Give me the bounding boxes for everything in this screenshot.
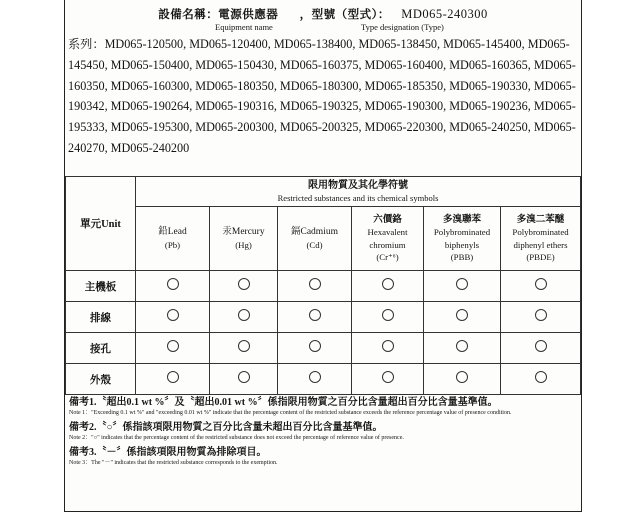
col-pbde-name-en: Polybrominated diphenyl ethers: [512, 227, 569, 250]
not-exceeding-mark-icon: [456, 309, 468, 321]
header-line: [65, 6, 581, 22]
note-1-zh: 備考1.〝超出0.1 wt %〞及〝超出0.01 wt %〞係指限用物質之百分比含量超出百分比含量基準值。: [69, 397, 498, 408]
col-lead-symbol: (Pb): [164, 239, 181, 250]
note-3-zh: 備考3.〝－〞係指該項限用物質為排除項目。: [69, 447, 267, 458]
rohs-declaration-sheet: [64, 0, 582, 512]
model-number: MD065-240300: [401, 7, 488, 21]
col-mercury-name: 汞Mercury: [222, 227, 265, 237]
substance-cell: [352, 364, 424, 395]
equipment-name-label: 設備名稱：電源供應器: [158, 9, 279, 21]
substance-cell: [210, 302, 278, 333]
substance-cell: [501, 271, 581, 302]
substance-cell: [278, 333, 352, 364]
substance-cell: [424, 364, 501, 395]
not-exceeding-mark-icon: [167, 371, 179, 383]
table-row: [66, 271, 581, 302]
not-exceeding-mark-icon: [309, 340, 321, 352]
not-exceeding-mark-icon: [382, 340, 394, 352]
col-pbde: [501, 207, 581, 271]
col-hexavalent-chromium: [352, 207, 424, 271]
not-exceeding-mark-icon: [456, 278, 468, 290]
substance-cell: [210, 333, 278, 364]
col-hexavalent-chromium-symbol: (Cr⁺⁶): [376, 252, 399, 262]
not-exceeding-mark-icon: [535, 371, 547, 383]
substance-cell: [136, 302, 210, 333]
series-label: 系列：: [68, 37, 105, 51]
substances-header-zh: 限用物質及其化學符號: [308, 179, 409, 191]
not-exceeding-mark-icon: [167, 340, 179, 352]
notes-section: [69, 396, 579, 471]
type-designation-en: Type designation (Type): [361, 22, 444, 32]
not-exceeding-mark-icon: [382, 278, 394, 290]
not-exceeding-mark-icon: [238, 309, 250, 321]
col-hexavalent-chromium-name-en: Hexavalent chromium: [367, 227, 408, 250]
note-2: [69, 421, 579, 442]
series-list: [68, 34, 578, 159]
substance-cell: [136, 271, 210, 302]
substance-cell: [424, 333, 501, 364]
not-exceeding-mark-icon: [238, 278, 250, 290]
not-exceeding-mark-icon: [238, 371, 250, 383]
substance-cell: [424, 271, 501, 302]
col-pbb-name-zh: 多溴聯苯: [442, 214, 481, 225]
substance-cell: [352, 302, 424, 333]
col-pbde-symbol: (PBDE): [526, 252, 555, 262]
row-label: 主機板: [66, 271, 136, 302]
not-exceeding-mark-icon: [309, 278, 321, 290]
not-exceeding-mark-icon: [535, 309, 547, 321]
series-models: MD065-120500, MD065-120400, MD065-138400, MD065-138450, MD065-145400, MD065-145450, MD065-150400, MD065-150430, MD065-160375, MD065-160400, MD065-160365, MD065-160350, MD065-160300, MD065-180350, MD065-180300, MD065-185350, MD065-190330, MD065-190342, MD065-190264, MD065-190316, MD065-190325, MD065-190300, MD065-190236, MD065-195333, MD065-195300, MD065-200300, MD065-200325, MD065-220300, MD065-240250, MD065-240270, MD065-240200: [68, 37, 576, 155]
not-exceeding-mark-icon: [238, 340, 250, 352]
not-exceeding-mark-icon: [535, 278, 547, 290]
note-1-en: Note 1："Exceeding 0.1 wt %" and "exceeding 0.01 wt %" indicate that the percentage content of the restricted substance exceeds the reference percentage value of presence condition.: [69, 410, 512, 416]
restricted-substances-table: [65, 176, 581, 395]
row-label: 排線: [66, 302, 136, 333]
not-exceeding-mark-icon: [167, 309, 179, 321]
substance-cell: [501, 333, 581, 364]
not-exceeding-mark-icon: [309, 309, 321, 321]
table-row: [66, 364, 581, 395]
substance-cell: [278, 271, 352, 302]
substance-cell: [278, 364, 352, 395]
substances-table-body: [66, 271, 581, 395]
col-cadmium-name: 鎘Cadmium: [291, 227, 338, 237]
not-exceeding-mark-icon: [456, 340, 468, 352]
not-exceeding-mark-icon: [456, 371, 468, 383]
not-exceeding-mark-icon: [382, 309, 394, 321]
table-row: [66, 333, 581, 364]
substance-cell: [352, 271, 424, 302]
row-label: 接孔: [66, 333, 136, 364]
note-3-en: Note 3：The "－" indicates that the restricted substance corresponds to the exemption.: [69, 460, 278, 466]
col-pbb: [424, 207, 501, 271]
col-lead-name: 鉛Lead: [158, 227, 187, 237]
col-cadmium: [278, 207, 352, 271]
col-mercury-symbol: (Hg): [235, 239, 252, 250]
col-hexavalent-chromium-name-zh: 六價鉻: [373, 214, 402, 225]
col-pbb-symbol: (PBB): [450, 252, 474, 262]
col-lead: [136, 207, 210, 271]
note-1: [69, 396, 579, 417]
not-exceeding-mark-icon: [535, 340, 547, 352]
type-designation-label: ，型號（型式）：: [299, 9, 390, 21]
col-pbb-name-en: Polybrominated biphenyls: [433, 227, 491, 250]
not-exceeding-mark-icon: [167, 278, 179, 290]
note-2-zh: 備考2.〝○〞係指該項限用物質之百分比含量未超出百分比含量基準值。: [69, 422, 383, 433]
note-2-en: Note 2："○" indicates that the percentage content of the restricted substance does not exceed the percentage of reference value of presence.: [69, 435, 404, 441]
substance-cell: [210, 364, 278, 395]
col-mercury: [210, 207, 278, 271]
table-row: [66, 302, 581, 333]
not-exceeding-mark-icon: [309, 371, 321, 383]
substances-header-en: Restricted substances and its chemical symbols: [277, 192, 439, 203]
substance-cell: [210, 271, 278, 302]
row-label: 外殼: [66, 364, 136, 395]
note-3: [69, 446, 579, 467]
substance-cell: [501, 302, 581, 333]
equipment-name-en: Equipment name: [215, 22, 273, 32]
substances-header: [136, 177, 581, 207]
substance-cell: [501, 364, 581, 395]
unit-header: 單元Unit: [66, 177, 136, 271]
substance-cell: [136, 333, 210, 364]
substance-cell: [352, 333, 424, 364]
col-cadmium-symbol: (Cd): [306, 239, 323, 250]
not-exceeding-mark-icon: [382, 371, 394, 383]
substance-cell: [136, 364, 210, 395]
col-pbde-name-zh: 多溴二苯醚: [516, 214, 565, 225]
substance-cell: [424, 302, 501, 333]
substance-cell: [278, 302, 352, 333]
